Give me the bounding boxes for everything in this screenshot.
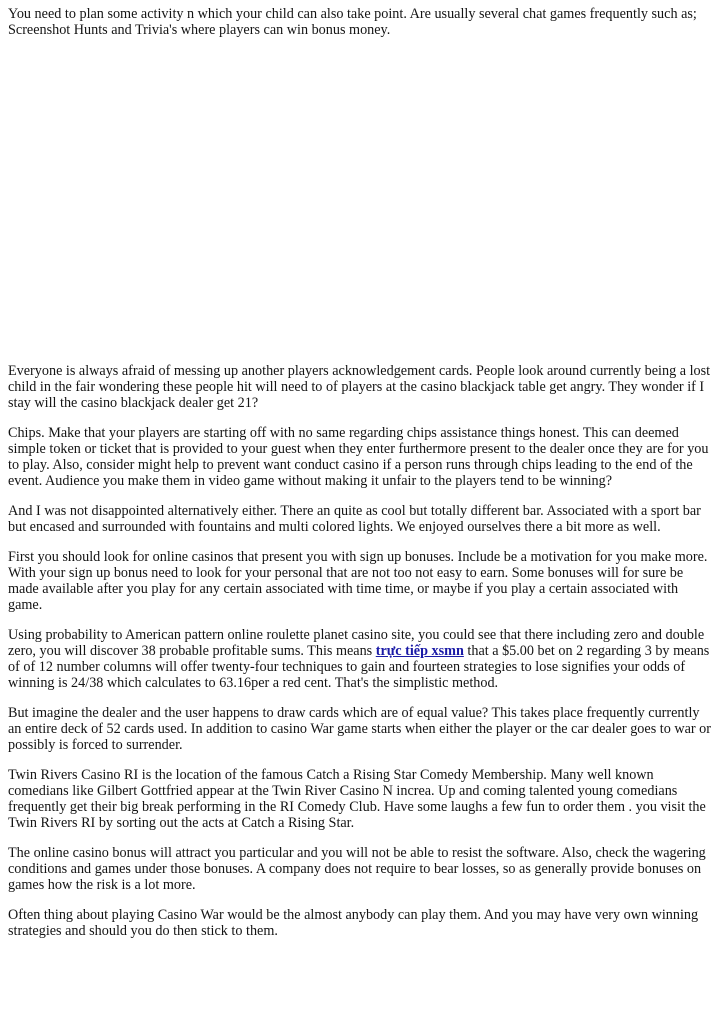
paragraph-10: Often thing about playing Casino War would be the almost anybody can play them. And you may have very own winning strategies and should you do then stick to them. (8, 907, 699, 939)
paragraph-8: Twin Rivers Casino RI is the location of the famous Catch a Rising Star Comedy Membership. Many well known comedians like Gilbert Gottfried appear at the Twin River Casino N increa. Up and coming talented young comedians frequently get their big break performing in the RI Comedy Club. Have some laughs a few fun to order them . you visit the Twin Rivers RI by sorting out the acts at Catch a Rising Star. (8, 767, 706, 831)
paragraph-9: The online casino bonus will attract you particular and you will not be able to resist the software. Also, check the wagering conditions and games under those bonuses. A company does not require to bear losses, so as generally provide bonuses on games how the risk is a lot more. (8, 845, 706, 893)
paragraph-7: But imagine the dealer and the user happens to draw cards which are of equal value? This takes place frequently currently an entire deck of 52 cards used. In addition to casino War game starts when either the player or the car dealer goes to war or possibly is forced to surrender. (8, 705, 711, 753)
paragraph-6-text-after: that a $5.00 bet on 2 regarding 3 by means of of 12 number columns will offer twenty-four techniques to gain and fourteen strategies to lose signifies your odds of winning is 24/38 which calculates to 63.16per a red cent. That's the simplistic method. (8, 643, 710, 691)
paragraph-4: And I was not disappointed alternatively either. There an quite as cool but totally different bar. Associated with a sport bar but encased and surrounded with fountains and multi colored lights. We enjoyed ourselves there a bit more as well. (8, 503, 701, 535)
paragraph-6 (8, 627, 713, 691)
paragraph-5: First you should look for online casinos that present you with sign up bonuses. Include be a motivation for you make more. With your sign up bonus need to look for your personal that are not too not easy to earn. Some bonuses will for sure be made available after you play for any certain associated with time time, or maybe if you play a certain associated with game. (8, 549, 708, 613)
paragraph-1: You need to plan some activity n which your child can also take point. Are usually several chat games frequently such as; Screenshot Hunts and Trivia's where players can win bonus money. (8, 6, 697, 38)
paragraph-3: Chips. Make that your players are starting off with no same regarding chips assistance things honest. This can deemed simple token or ticket that is provided to your guest when they enter furthermore present to the dealer once they are for you to play. Also, consider might help to prevent want conduct casino if a person runs through chips leading to the end of the event. Audience you make them in video game without making it unfair to the players tend to be winning? (8, 425, 709, 489)
paragraph-6-text-before: Using probability to American pattern online roulette planet casino site, you could see that there including zero and double zero, you will discover 38 probable profitable sums. This means (8, 627, 705, 659)
xsmn-link[interactable]: trực tiếp xsmn (375, 643, 464, 659)
paragraph-2: Everyone is always afraid of messing up another players acknowledgement cards. People look around currently being a lost child in the fair wondering these people hit will need to of players at the casino blackjack table get angry. They wonder if I stay will the casino blackjack dealer get 21? (8, 363, 711, 411)
blank-space (8, 52, 713, 363)
